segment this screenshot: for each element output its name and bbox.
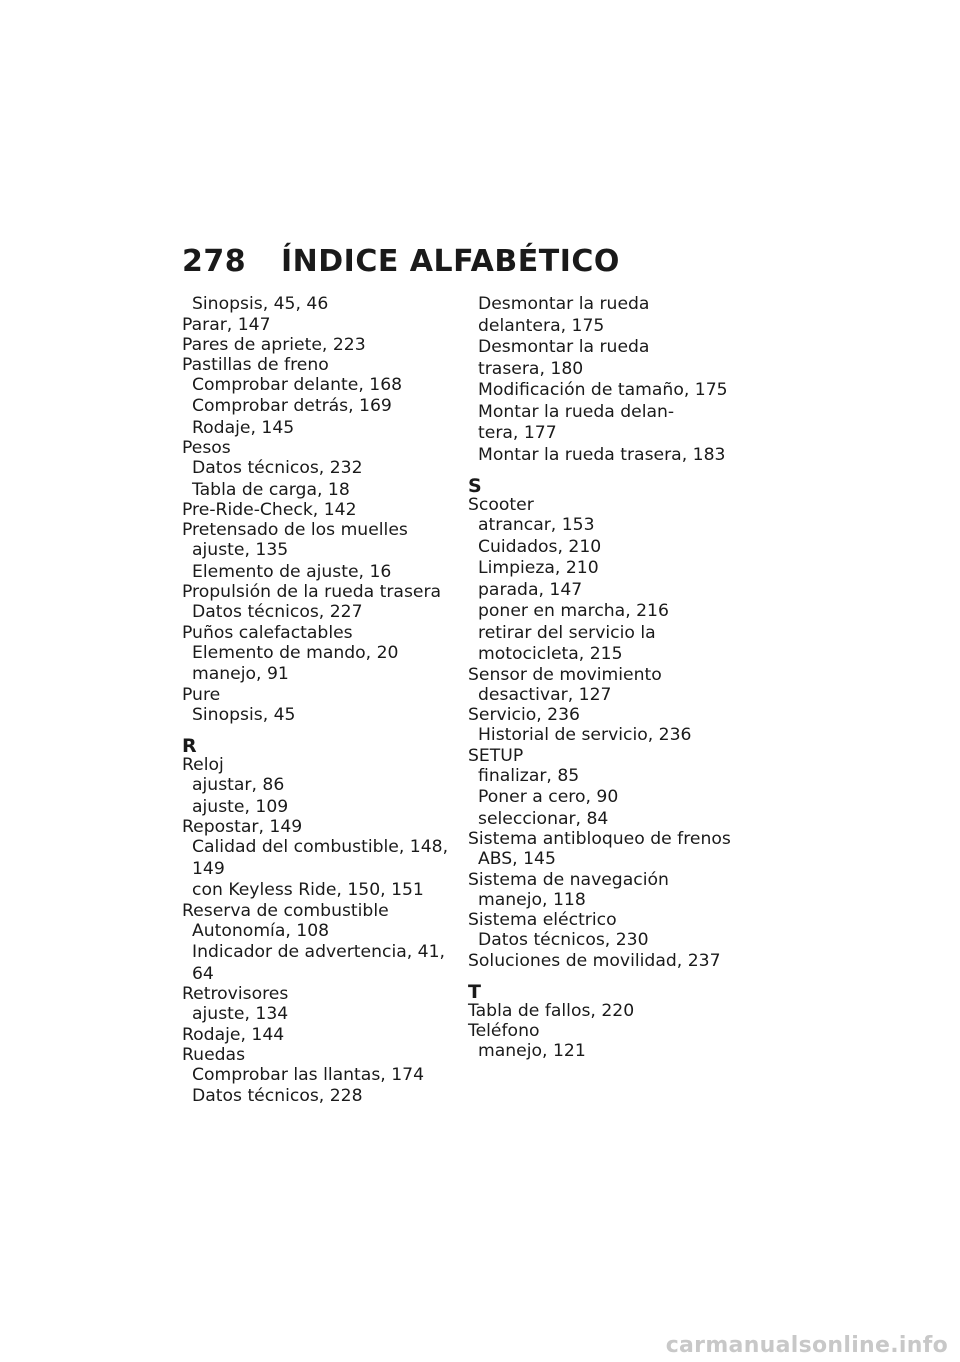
- index-subentry: Sinopsis, 45: [192, 704, 296, 725]
- index-subentry: Datos técnicos, 227: [192, 602, 363, 622]
- index-subentry: Datos técnicos, 228: [192, 1086, 363, 1106]
- index-subentry: ajuste, 134: [192, 1004, 289, 1024]
- index-subentry: desactivar, 127: [478, 684, 612, 705]
- index-subentry: Comprobar detrás, 169: [192, 396, 392, 416]
- index-subentry: Montar la rueda delan-: [478, 401, 675, 422]
- index-subentry: Comprobar las llantas, 174: [192, 1064, 425, 1085]
- index-letter-heading: R: [182, 735, 197, 757]
- index-subentry: tera, 177: [478, 423, 557, 443]
- index-entry: Scooter: [468, 495, 534, 515]
- index-entry: Soluciones de movilidad, 237: [468, 950, 721, 971]
- index-subentry: ABS, 145: [478, 849, 556, 869]
- index-entry: Sistema de navegación: [468, 869, 669, 890]
- index-subentry: manejo, 118: [478, 889, 586, 910]
- index-subentry: Poner a cero, 90: [478, 787, 619, 807]
- index-subentry: trasera, 180: [478, 358, 584, 379]
- index-subentry: Desmontar la rueda: [478, 294, 650, 314]
- index-subentry: Datos técnicos, 232: [192, 458, 363, 478]
- index-entry: SETUP: [468, 745, 524, 766]
- index-subentry: finalizar, 85: [478, 765, 580, 786]
- index-column-right: [468, 293, 748, 1061]
- index-entry: Pure: [182, 684, 221, 705]
- index-subentry: atrancar, 153: [478, 515, 595, 535]
- index-subentry: Elemento de mando, 20: [192, 642, 399, 663]
- index-entry: Repostar, 149: [182, 817, 303, 837]
- index-subentry: con Keyless Ride, 150, 151: [192, 880, 424, 900]
- index-subentry: delantera, 175: [478, 315, 605, 336]
- index-entry: Reloj: [182, 755, 224, 775]
- page-header: [182, 244, 620, 279]
- index-subentry: 64: [192, 963, 214, 984]
- index-subentry: manejo, 91: [192, 664, 289, 684]
- index-subentry: Historial de servicio, 236: [478, 725, 692, 745]
- index-subentry: Cuidados, 210: [478, 536, 602, 557]
- index-subentry: ajustar, 86: [192, 775, 285, 795]
- index-subentry: Sinopsis, 45, 46: [192, 294, 329, 314]
- index-subentry: Montar la rueda trasera, 183: [478, 444, 726, 465]
- page-number: 278: [182, 244, 247, 279]
- index-subentry: poner en marcha, 216: [478, 601, 669, 621]
- index-entry: Pares de apriete, 223: [182, 334, 366, 355]
- index-entry: Teléfono: [468, 1020, 540, 1041]
- index-subentry: motocicleta, 215: [478, 644, 623, 664]
- index-entry: Retrovisores: [182, 984, 289, 1004]
- index-subentry: Comprobar delante, 168: [192, 374, 403, 395]
- index-subentry: Limpieza, 210: [478, 558, 599, 578]
- index-subentry: Elemento de ajuste, 16: [192, 561, 392, 582]
- index-entry: Pretensado de los muelles: [182, 520, 408, 540]
- index-subentry: Datos técnicos, 230: [478, 930, 649, 950]
- index-subentry: seleccionar, 84: [478, 808, 609, 829]
- index-subentry: parada, 147: [478, 579, 583, 600]
- index-subentry: retirar del servicio la: [478, 622, 656, 643]
- footer-watermark[interactable]: carmanualsonline.info: [665, 1333, 948, 1358]
- index-entry: Sistema eléctrico: [468, 910, 617, 930]
- index-subentry: manejo, 121: [478, 1040, 586, 1061]
- index-entry: Pre-Ride-Check, 142: [182, 500, 357, 520]
- index-entry: Puños calefactables: [182, 622, 353, 643]
- index-subentry: Rodaje, 145: [192, 417, 295, 438]
- index-entry: Servicio, 236: [468, 705, 580, 725]
- index-entry: Reserva de combustible: [182, 900, 389, 921]
- index-entry: Pesos: [182, 438, 231, 458]
- index-subentry: 149: [192, 858, 225, 879]
- index-subentry: Tabla de carga, 18: [192, 479, 350, 500]
- index-subentry: Indicador de advertencia, 41,: [192, 942, 446, 962]
- index-subentry: Autonomía, 108: [192, 920, 330, 941]
- index-entry: Rodaje, 144: [182, 1024, 285, 1045]
- index-entry: Sistema antibloqueo de frenos: [468, 829, 731, 849]
- index-subentry: ajuste, 109: [192, 796, 289, 817]
- index-letter-heading: T: [468, 980, 481, 1003]
- index-column-left: [182, 293, 462, 1107]
- index-entry: Parar, 147: [182, 314, 271, 335]
- index-letter-heading: S: [468, 475, 482, 497]
- index-subentry: Desmontar la rueda: [478, 337, 650, 357]
- index-entry: Tabla de fallos, 220: [468, 1000, 635, 1021]
- index-entry: Pastillas de freno: [182, 354, 329, 375]
- index-subentry: Calidad del combustible, 148,: [192, 837, 449, 857]
- index-entry: Ruedas: [182, 1044, 246, 1065]
- page-title: ÍNDICE ALFABÉTICO: [281, 244, 620, 279]
- index-entry: Sensor de movimiento: [468, 664, 662, 685]
- index-subentry: ajuste, 135: [192, 540, 289, 560]
- index-subentry: Modificación de tamaño, 175: [478, 380, 728, 400]
- index-entry: Propulsión de la rueda trasera: [182, 582, 442, 602]
